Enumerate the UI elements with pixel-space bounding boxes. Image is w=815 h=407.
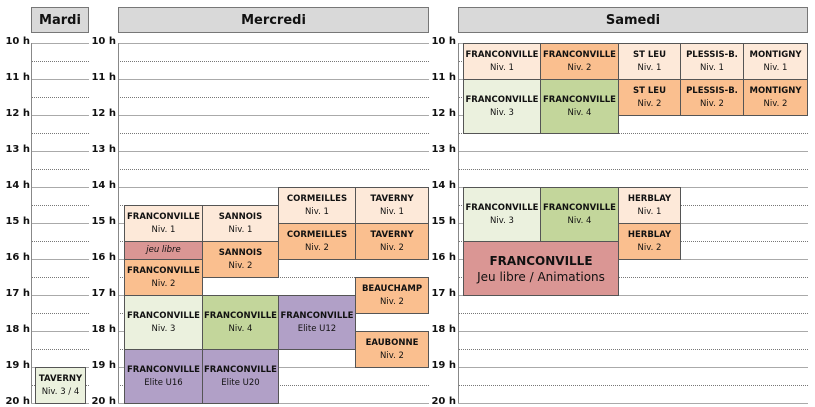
session-level: Niv. 3 (490, 215, 514, 226)
session-block[interactable] (355, 331, 429, 368)
session-level: Niv. 2 (637, 98, 662, 109)
session-block[interactable] (355, 277, 429, 314)
grid-line (118, 79, 429, 80)
session-block[interactable] (278, 223, 356, 260)
grid-line (31, 313, 89, 314)
hour-label: 20 h (5, 396, 30, 407)
grid-line (118, 97, 429, 98)
hour-label: 10 h (91, 36, 116, 47)
session-level: Niv. 3 (151, 323, 176, 334)
hour-label: 16 h (91, 252, 116, 263)
session-title: ST LEU (632, 85, 666, 96)
session-level: Niv. 1 (700, 62, 724, 73)
session-title: FRANCONVILLE (489, 253, 593, 268)
panel-border-mardi (31, 43, 32, 403)
session-title: FRANCONVILLE (203, 364, 277, 375)
session-title: CORMEILLES (286, 229, 348, 240)
grid-line (118, 61, 429, 62)
grid-line (118, 151, 429, 152)
panel-border-mercredi (118, 43, 119, 403)
grid-line (31, 349, 89, 350)
grid-line (31, 223, 89, 224)
session-title: FRANCONVILLE (465, 94, 539, 105)
session-level: Niv. 1 (228, 224, 253, 235)
hour-label: 11 h (431, 72, 456, 83)
session-block[interactable] (743, 79, 808, 116)
session-title: EAUBONNE (365, 337, 419, 348)
session-level: Niv. 2 (228, 260, 253, 271)
session-level: Elite U16 (144, 377, 183, 388)
session-level: Niv. 2 (305, 242, 329, 253)
grid-line (31, 151, 89, 152)
grid-line (31, 259, 89, 260)
session-block[interactable] (202, 241, 279, 278)
day-header-mercredi: Mercredi (118, 7, 429, 33)
session-title: FRANCONVILLE (126, 265, 200, 276)
panel-border-samedi (458, 43, 459, 403)
session-level: Niv. 2 (380, 242, 404, 253)
hour-label: 19 h (431, 360, 456, 371)
hour-label: 16 h (431, 252, 456, 263)
session-title: TAVERNY (370, 229, 414, 240)
session-level: Niv. 3 / 4 (41, 386, 80, 397)
session-block[interactable] (124, 349, 203, 404)
grid-line (31, 133, 89, 134)
grid-line (31, 61, 89, 62)
grid-line (118, 43, 429, 44)
grid-line (31, 277, 89, 278)
grid-line (31, 295, 89, 296)
session-level: Elite U12 (297, 323, 337, 334)
session-block[interactable] (463, 79, 541, 134)
day-header-mardi: Mardi (31, 7, 89, 33)
hour-label: 14 h (91, 180, 116, 191)
hour-label: 19 h (91, 360, 116, 371)
session-block[interactable] (202, 295, 279, 350)
grid-line (458, 385, 808, 386)
grid-line (458, 349, 808, 350)
hour-label: 12 h (5, 108, 30, 119)
session-title: HERBLAY (627, 229, 672, 240)
hour-label: 17 h (431, 288, 456, 299)
session-block[interactable] (618, 79, 681, 116)
session-level: Niv. 4 (567, 215, 592, 226)
session-level: Niv. 1 (490, 62, 514, 73)
hour-label: 12 h (91, 108, 116, 119)
hour-label: 15 h (91, 216, 116, 227)
hour-label: 11 h (5, 72, 30, 83)
session-level: Niv. 1 (637, 206, 662, 217)
hour-label: 20 h (91, 396, 116, 407)
hour-label: 14 h (431, 180, 456, 191)
session-level: Niv. 2 (700, 98, 724, 109)
hour-label: 13 h (431, 144, 456, 155)
session-title: FRANCONVILLE (126, 364, 200, 375)
grid-line (31, 97, 89, 98)
hour-label: 18 h (5, 324, 30, 335)
hour-label: 11 h (91, 72, 116, 83)
grid-line (31, 169, 89, 170)
session-title: MONTIGNY (749, 49, 802, 60)
session-block[interactable] (124, 241, 203, 260)
grid-line (31, 79, 89, 80)
session-level: Niv. 1 (151, 224, 176, 235)
grid-line (31, 205, 89, 206)
session-title: CORMEILLES (286, 193, 348, 204)
session-block[interactable] (124, 259, 203, 296)
grid-line (31, 115, 89, 116)
grid-line (31, 187, 89, 188)
grid-line (118, 115, 429, 116)
session-block[interactable] (278, 295, 356, 350)
session-level: Niv. 1 (380, 206, 404, 217)
hour-label: 20 h (431, 396, 456, 407)
hour-label: 10 h (431, 36, 456, 47)
session-block[interactable] (202, 205, 279, 242)
hour-label: 14 h (5, 180, 30, 191)
session-level: jeu libre (146, 245, 181, 255)
session-title: FRANCONVILLE (465, 202, 539, 213)
hour-label: 17 h (5, 288, 30, 299)
hour-label: 15 h (5, 216, 30, 227)
session-title: FRANCONVILLE (465, 49, 539, 60)
session-title: FRANCONVILLE (542, 94, 616, 105)
hour-label: 18 h (91, 324, 116, 335)
hour-label: 16 h (5, 252, 30, 263)
session-level: Elite U20 (221, 377, 260, 388)
session-title: FRANCONVILLE (280, 310, 354, 321)
hour-label: 15 h (431, 216, 456, 227)
hour-label: 18 h (431, 324, 456, 335)
session-block[interactable] (463, 43, 541, 80)
session-title: PLESSIS-B. (686, 49, 738, 60)
hour-label: 13 h (91, 144, 116, 155)
session-level: Niv. 2 (637, 242, 662, 253)
session-title: TAVERNY (38, 373, 83, 384)
session-block[interactable] (540, 187, 619, 242)
session-level: Niv. 1 (637, 62, 662, 73)
grid-line (458, 151, 808, 152)
session-title: PLESSIS-B. (686, 85, 738, 96)
session-title: FRANCONVILLE (126, 310, 200, 321)
session-level: Niv. 4 (228, 323, 253, 334)
session-level: Niv. 2 (380, 296, 404, 307)
session-block[interactable] (540, 79, 619, 134)
session-level: Niv. 4 (567, 107, 592, 118)
session-block[interactable] (618, 223, 681, 260)
hour-label: 19 h (5, 360, 30, 371)
session-title: HERBLAY (627, 193, 672, 204)
hour-label: 17 h (91, 288, 116, 299)
session-title: FRANCONVILLE (203, 310, 277, 321)
hour-label: 12 h (431, 108, 456, 119)
session-block[interactable] (463, 187, 541, 242)
session-level: Niv. 2 (380, 350, 404, 361)
session-block[interactable] (680, 79, 744, 116)
day-header-samedi: Samedi (458, 7, 808, 33)
session-block[interactable] (278, 187, 356, 224)
hour-label: 13 h (5, 144, 30, 155)
session-title: TAVERNY (370, 193, 414, 204)
session-level: Niv. 1 (763, 62, 788, 73)
session-title: MONTIGNY (749, 85, 802, 96)
grid-line (458, 169, 808, 170)
session-block[interactable] (618, 187, 681, 224)
session-block[interactable] (124, 295, 203, 350)
session-level: Niv. 1 (305, 206, 329, 217)
session-title: SANNOIS (218, 211, 263, 222)
session-block[interactable] (35, 367, 86, 404)
grid-line (31, 43, 89, 44)
session-block[interactable] (540, 43, 619, 80)
session-title: ST LEU (632, 49, 666, 60)
session-block[interactable] (680, 43, 744, 80)
session-title: FRANCONVILLE (126, 211, 200, 222)
grid-line (118, 169, 429, 170)
session-title: BEAUCHAMP (361, 283, 423, 294)
session-level: Niv. 3 (490, 107, 514, 118)
session-title: FRANCONVILLE (542, 202, 616, 213)
grid-line (458, 331, 808, 332)
session-level: Niv. 2 (151, 278, 176, 289)
grid-line (458, 367, 808, 368)
session-block[interactable] (124, 205, 203, 242)
session-title: FRANCONVILLE (542, 49, 616, 60)
session-block[interactable] (618, 43, 681, 80)
session-level: Niv. 2 (763, 98, 788, 109)
grid-line (31, 331, 89, 332)
session-block[interactable] (743, 43, 808, 80)
session-block[interactable] (463, 241, 619, 296)
session-block[interactable] (355, 223, 429, 260)
session-level: Niv. 2 (567, 62, 592, 73)
grid-line (118, 133, 429, 134)
session-block[interactable] (355, 187, 429, 224)
grid-line (31, 241, 89, 242)
session-title: SANNOIS (218, 247, 263, 258)
grid-line (458, 403, 808, 404)
session-level: Jeu libre / Animations (477, 269, 605, 284)
session-block[interactable] (202, 349, 279, 404)
grid-line (458, 313, 808, 314)
hour-label: 10 h (5, 36, 30, 47)
